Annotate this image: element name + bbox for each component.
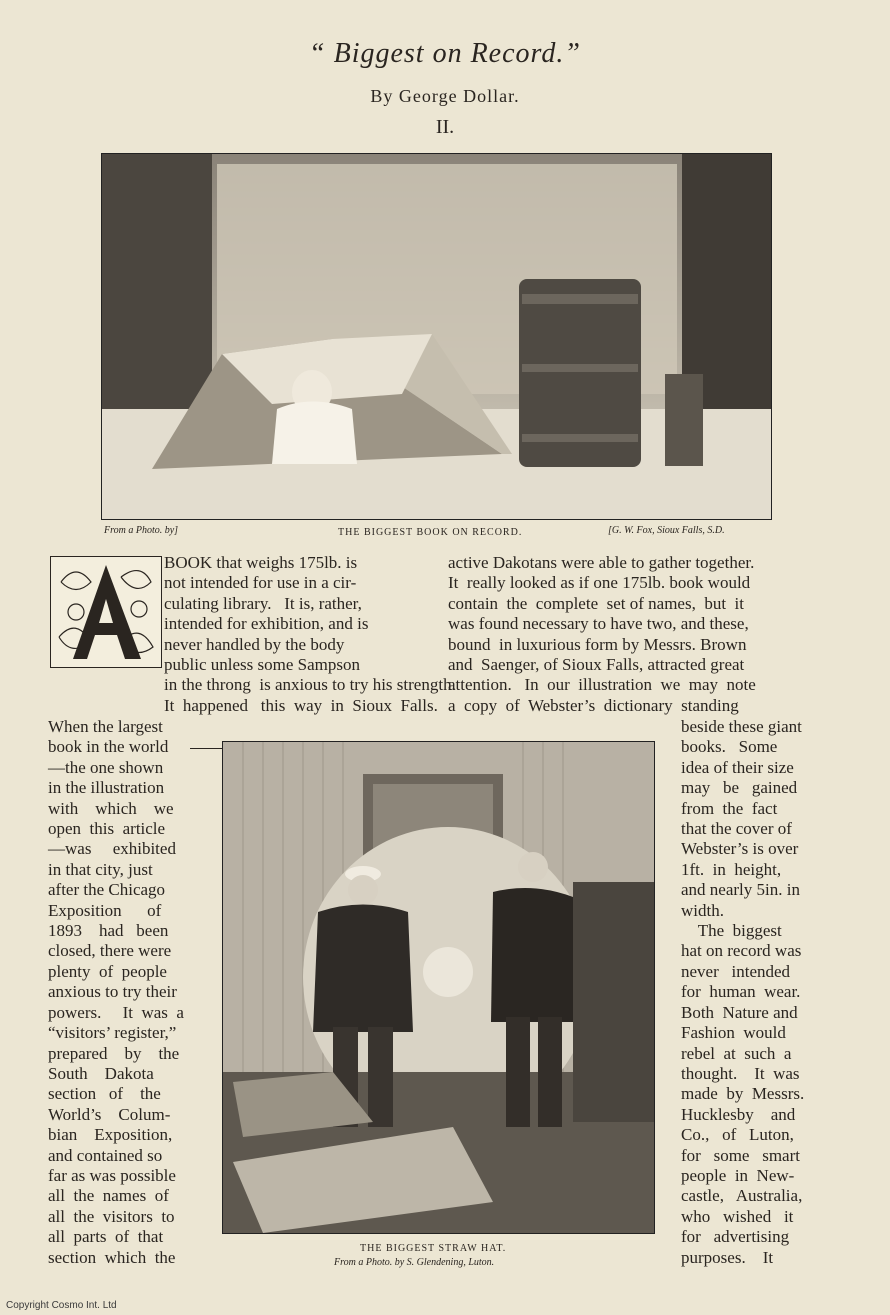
figure2-caption-title: THE BIGGEST STRAW HAT. xyxy=(360,1243,507,1254)
article-title: “ Biggest on Record.” xyxy=(309,38,581,69)
article-part-number: II. xyxy=(435,116,455,138)
column2-top-paragraph: active Dakotans were able to gather together. It really looked as if one 175lb. book would contain the complete set of names, but it was found necessary to have two, and these, bound in luxurious form by Messrs. Brown and Saenger, of Sioux Falls, attracted great attention. In our illustration we may note a copy of Webster’s dictionary standing xyxy=(448,553,756,715)
column1-narrow-text: When the largest book in the world —the one shown in the illustration with which we open this article —was exhibited in that city, just after the Chicago Exposition of 1893 had been closed, there were plenty of people anxious to try their powers. It was a “visitors’ register,” prepared by the South Dakota section of the World’s Colum- bian Exposition, and contained so far as was possible all the names of all the visitors to all parts of that section which the xyxy=(48,717,184,1267)
drop-cap-letter-a xyxy=(50,556,162,668)
column1-top-paragraph: BOOK that weighs 175lb. is not intended for use in a cir- culating library. It is, rather, intended for exhibition, and is never handled by the body public unless some Sampson in the throng is anxious to try his strength. It happened this way in Sioux Falls. xyxy=(164,553,456,715)
figure1-caption-title: THE BIGGEST BOOK ON RECORD. xyxy=(338,527,523,538)
figure2-caption-credit: From a Photo. by S. Glendening, Luton. xyxy=(334,1257,495,1268)
figure1-caption-source: From a Photo. by] xyxy=(104,525,179,536)
biggest-book-photo xyxy=(101,153,772,520)
copyright-notice: Copyright Cosmo Int. Ltd xyxy=(6,1300,117,1311)
column2-narrow-text: beside these giant books. Some idea of their size may be gained from the fact that the cover of Webster’s is over 1ft. in height, and nearly 5in. in width. The biggest hat on record was never intended for human wear. Both Nature and Fashion would rebel at such a thought. It was made by Messrs. Hucklesby and Co., of Luton, for some smart people in New- castle, Australia, who wished it for advertising purposes. It xyxy=(681,717,805,1267)
figure1-caption-credit: [G. W. Fox, Sioux Falls, S.D. xyxy=(608,525,725,536)
article-byline: By George Dollar. xyxy=(370,86,520,106)
biggest-straw-hat-photo xyxy=(222,741,655,1234)
